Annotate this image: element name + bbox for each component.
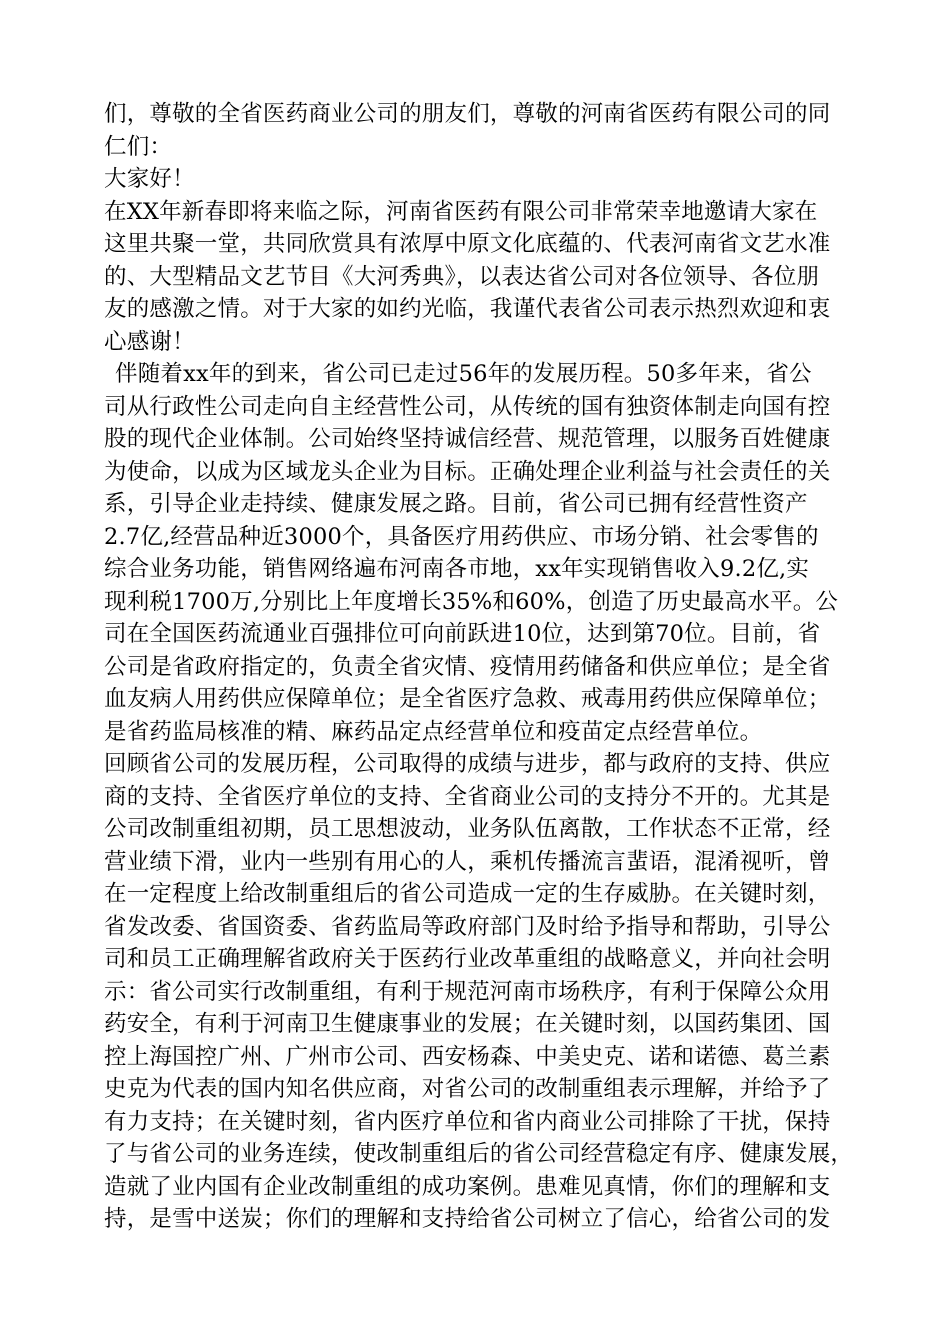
text-line: 有力支持；在关键时刻，省内医疗单位和省内商业公司排除了干扰，保持 [104,1108,831,1135]
text-line: 营业绩下滑，业内一些别有用心的人，乘机传播流言蜚语，混淆视听，曾 [104,848,831,875]
text-line: 是省药监局核准的精、麻药品定点经营单位和疫苗定点经营单位。 [104,718,763,745]
paragraph-start-line: 回顾省公司的发展历程，公司取得的成绩与进步，都与政府的支持、供应 [104,751,831,777]
text-line: 在一定程度上给改制重组后的省公司造成一定的生存威胁。在关键时刻， [104,881,831,907]
text-line: 系，引导企业走持续、健康发展之路。目前，省公司已拥有经营性资产 [104,491,808,517]
text-line: 血友病人用药供应保障单位；是全省医疗急救、戒毒用药供应保障单位； [104,686,831,712]
text-line: 们，尊敬的全省医药商业公司的朋友们，尊敬的河南省医药有限公司的同 [104,101,831,127]
text-line: 省发改委、省国资委、省药监局等政府部门及时给予指导和帮助，引导公 [104,913,831,940]
text-line: 在XX年新春即将来临之际，河南省医药有限公司非常荣幸地邀请大家在 [104,198,818,225]
text-line: 公司是省政府指定的，负责全省灾情、疫情用药储备和供应单位；是全省 [104,653,831,680]
text-line: 仁们： [104,133,173,160]
text-line: 现利税1700万,分别比上年度增长35%和60%，创造了历史最高水平。公 [104,588,839,615]
text-line: 造就了业内国有企业改制重组的成功案例。患难见真情，你们的理解和支 [104,1173,831,1200]
text-line: 控上海国控广州、广州市公司、西安杨森、中美史克、诺和诺德、葛兰素 [104,1043,831,1070]
paragraph-start-line: 伴随着xx年的到来，省公司已走过56年的发展历程。50多年来，省公 [115,361,812,387]
text-line: 司在全国医药流通业百强排位可向前跃进10位，达到第70位。目前，省 [104,621,821,647]
text-line: 司和员工正确理解省政府关于医药行业改革重组的战略意义，并向社会明 [104,946,831,972]
text-line: 这里共聚一堂，共同欣赏具有浓厚中原文化底蕴的、代表河南省文艺水准 [104,231,831,257]
text-line: 2.7亿,经营品种近3000个，具备医疗用药供应、市场分销、社会零售的 [104,523,819,550]
text-line: 商的支持、全省医疗单位的支持、全省商业公司的支持分不开的。尤其是 [104,783,831,810]
text-line: 史克为代表的国内知名供应商，对省公司的改制重组表示理解，并给予了 [104,1076,831,1102]
text-line: 的、大型精品文艺节目《大河秀典》，以表达省公司对各位领导、各位朋 [104,263,820,290]
text-line: 示：省公司实行改制重组，有利于规范河南市场秩序，有利于保障公众用 [104,978,831,1005]
text-line: 药安全，有利于河南卫生健康事业的发展；在关键时刻，以国药集团、国 [104,1011,831,1037]
greeting-line: 大家好！ [104,166,195,192]
text-line: 为使命，以成为区域龙头企业为目标。正确处理企业利益与社会责任的关 [104,458,831,485]
text-line: 友的感激之情。对于大家的如约光临，我谨代表省公司表示热烈欢迎和衷 [104,296,831,322]
text-line: 综合业务功能，销售网络遍布河南各市地，xx年实现销售收入9.2亿,实 [104,556,810,582]
text-line: 司从行政性公司走向自主经营性公司，从传统的国有独资体制走向国有控 [104,393,831,420]
text-line: 公司改制重组初期，员工思想波动，业务队伍离散，工作状态不正常，经 [104,816,831,842]
text-line: 股的现代企业体制。公司始终坚持诚信经营、规范管理，以服务百姓健康 [104,426,831,452]
document-body [104,98,864,1236]
text-line: 心感谢！ [104,328,195,355]
text-line: 了与省公司的业务连续，使改制重组后的省公司经营稳定有序、健康发展， [104,1141,854,1167]
text-line: 持，是雪中送炭；你们的理解和支持给省公司树立了信心，给省公司的发 [104,1206,831,1232]
